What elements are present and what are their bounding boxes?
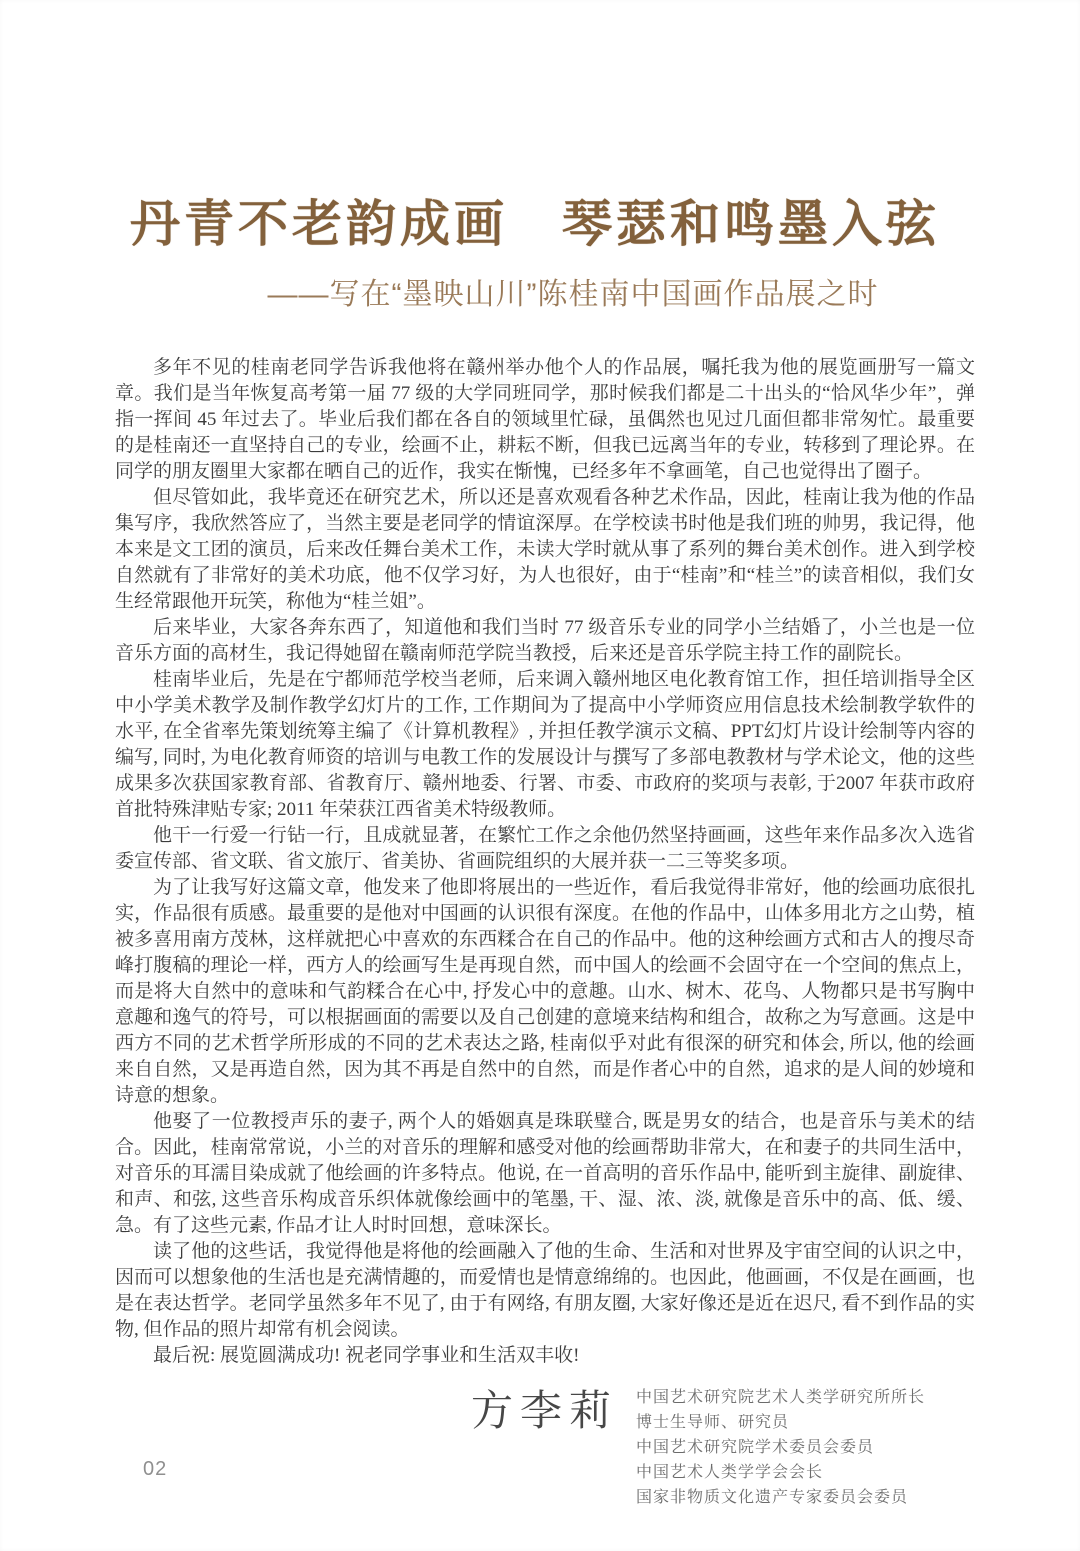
body-paragraph: 他娶了一位教授声乐的妻子, 两个人的婚姻真是珠联璧合, 既是男女的结合，也是音乐与美术的结合。因此，桂南常常说，小兰的对音乐的理解和感受对他的绘画帮助非常大，在和妻子的共同生活中，对音乐的耳濡目染成就了他绘画的许多特点。他说, 在一首高明的音乐作品中, 能听到主旋律、副旋律、和声、和弦, 这些音乐构成音乐织体就像绘画中的笔墨, 干、湿、浓、淡, 就像是音乐中的高、低、缓、急。有了这些元素, 作品才让人时时回想，意味深长。: [115, 1111, 975, 1236]
article-subtitle: ——写在“墨映山川”陈桂南中国画作品展之时: [267, 278, 879, 311]
author-title-line: 中国艺术研究院学术委员会委员: [635, 1439, 874, 1456]
author-title-line: 国家非物质文化遗产专家委员会委员: [635, 1489, 908, 1506]
page-number: 02: [143, 1458, 168, 1480]
body-paragraph: 桂南毕业后，先是在宁都师范学校当老师，后来调入赣州地区电化教育馆工作，担任培训指导全区中小学美术教学及制作教学幻灯片的工作, 工作期间为了提高中小学师资应用信息技术绘制教学软件的水平, 在全省率先策划统筹主编了《计算机教程》, 并担任教学演示文稿、PPT幻灯片设计绘制等内容的编写, 同时, 为电化教育师资的培训与电教工作的发展设计与撰写了多部电教教材与学术论文，他的这些成果多次获国家教育部、省教育厅、赣州地委、行署、市委、市政府的奖项与表彰, 于2007 年获市政府首批特殊津贴专家; 2011 年荣获江西省美术特级教师。: [115, 669, 975, 820]
body-paragraph: 多年不见的桂南老同学告诉我他将在赣州举办他个人的作品展，嘱托我为他的展览画册写一篇文章。我们是当年恢复高考第一届 77 级的大学同班同学，那时候我们都是二十出头的“恰风华少年”，弹指一挥间 45 年过去了。毕业后我们都在各自的领域里忙碌，虽偶然也见过几面但都非常匆忙。最重要的是桂南还一直坚持自己的专业，绘画不止，耕耘不断，但我已远离当年的专业，转移到了理论界。在同学的朋友圈里大家都在晒自己的近作，我实在惭愧，已经多年不拿画笔，自己也觉得出了圈子。: [115, 357, 975, 482]
author-title-line: 博士生导师、研究员: [635, 1414, 789, 1431]
body-paragraph: 最后祝: 展览圆满成功! 祝老同学事业和生活双丰收!: [153, 1345, 580, 1366]
article-body: [115, 355, 975, 1369]
body-paragraph: 后来毕业，大家各奔东西了，知道他和我们当时 77 级音乐专业的同学小兰结婚了，小兰也是一位音乐方面的高材生，我记得她留在赣南师范学院当教授，后来还是音乐学院主持工作的副院长。: [115, 617, 975, 664]
body-paragraph: 读了他的这些话，我觉得他是将他的绘画融入了他的生命、生活和对世界及宇宙空间的认识之中，因而可以想象他的生活也是充满情趣的，而爱情也是情意绵绵的。也因此，他画画，不仅是在画画，也是在表达哲学。老同学虽然多年不见了, 由于有网络, 有朋友圈, 大家好像还是近在迟尺, 看不到作品的实物, 但作品的照片却常有机会阅读。: [115, 1241, 975, 1340]
author-name: 方李莉: [470, 1389, 618, 1435]
author-titles: [636, 1385, 925, 1510]
author-signature: [115, 1385, 925, 1510]
body-paragraph: 他干一行爱一行钻一行，且成就显著，在繁忙工作之余他仍然坚持画画，这些年来作品多次入选省委宣传部、省文联、省文旅厅、省美协、省画院组织的大展并获一二三等奖多项。: [115, 825, 975, 872]
body-paragraph: 但尽管如此，我毕竟还在研究艺术，所以还是喜欢观看各种艺术作品，因此，桂南让我为他的作品集写序，我欣然答应了，当然主要是老同学的情谊深厚。在学校读书时他是我们班的帅男，我记得，他本来是文工团的演员，后来改任舞台美术工作，未读大学时就从事了系列的舞台美术创作。进入到学校自然就有了非常好的美术功底，他不仅学习好，为人也很好，由于“桂南”和“桂兰”的读音相似，我们女生经常跟他开玩笑，称他为“桂兰姐”。: [115, 487, 975, 612]
author-title-line: 中国艺术研究院艺术人类学研究所所长: [635, 1389, 925, 1406]
author-title-line: 中国艺术人类学学会会长: [635, 1464, 823, 1481]
article-header: [115, 192, 975, 313]
article-title: 丹青不老韵成画 琴瑟和鸣墨入弦: [130, 196, 940, 252]
body-paragraph: 为了让我写好这篇文章，他发来了他即将展出的一些近作，看后我觉得非常好，他的绘画功底很扎实，作品很有质感。最重要的是他对中国画的认识很有深度。在他的作品中，山体多用北方之山势，植被多喜用南方茂林，这样就把心中喜欢的东西糅合在自己的作品中。他的这种绘画方式和古人的搜尽奇峰打腹稿的理论一样，西方人的绘画写生是再现自然，而中国人的绘画不会固守在一个空间的焦点上，而是将大自然中的意味和气韵糅合在心中, 抒发心中的意趣。山水、树木、花鸟、人物都只是书写胸中意趣和逸气的符号，可以根据画面的需要以及自己创建的意境来结构和组合，故称之为写意画。这是中西方不同的艺术哲学所形成的不同的艺术表达之路, 桂南似乎对此有很深的研究和体会, 所以, 他的绘画来自自然，又是再造自然，因为其不再是自然中的自然，而是作者心中的自然，追求的是人间的妙境和诗意的想象。: [115, 877, 975, 1106]
